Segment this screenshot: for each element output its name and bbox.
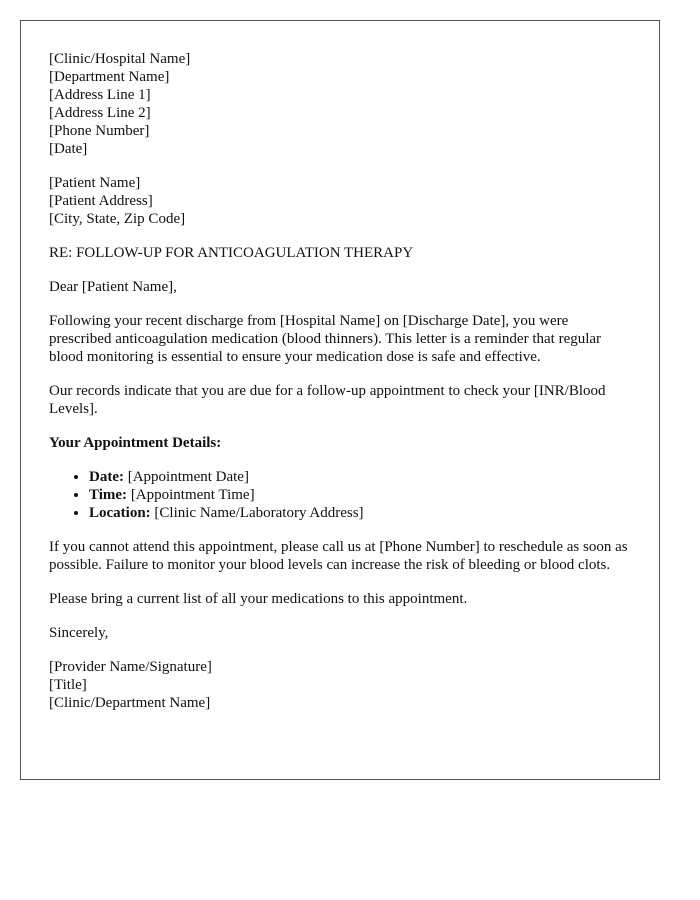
sender-department: [Department Name] — [49, 69, 170, 85]
sender-phone: [Phone Number] — [49, 123, 150, 139]
appointment-date-value: [Appointment Date] — [123, 469, 249, 485]
recipient-address-block — [49, 174, 631, 228]
appointment-date-item — [89, 468, 631, 486]
letter-subject: RE: FOLLOW-UP FOR ANTICOAGULATION THERAPY — [49, 245, 414, 261]
paragraph-discharge-reminder: Following your recent discharge from [Hospital Name] on [Discharge Date], you were prescribed anticoagulation medication (blood thinners). This letter is a reminder that regular blood monitoring is essential to ensure your medication dose is safe and effective. — [49, 313, 602, 365]
letter-closing: Sincerely, — [49, 625, 109, 641]
signature-provider: [Provider Name/Signature] — [49, 659, 212, 675]
signature-clinic: [Clinic/Department Name] — [49, 695, 211, 711]
appointment-details-heading: Your Appointment Details: — [49, 435, 222, 451]
recipient-address: [Patient Address] — [49, 193, 153, 209]
sender-address-line-1: [Address Line 1] — [49, 87, 151, 103]
appointment-details-list — [49, 468, 631, 522]
signature-title: [Title] — [49, 677, 87, 693]
sender-address-line-2: [Address Line 2] — [49, 105, 151, 121]
appointment-time-value: [Appointment Time] — [127, 487, 255, 503]
paragraph-reschedule-warning: If you cannot attend this appointment, please call us at [Phone Number] to reschedule as soon as possible. Failure to monitor your blood levels can increase the risk of bleeding or blood clots. — [49, 539, 628, 573]
sender-address-block — [49, 50, 631, 158]
appointment-time-item — [89, 486, 631, 504]
appointment-time-label: Time: — [89, 487, 128, 503]
letter-salutation: Dear [Patient Name], — [49, 279, 177, 295]
paragraph-bring-medications: Please bring a current list of all your medications to this appointment. — [49, 591, 468, 607]
appointment-location-label: Location: — [89, 505, 151, 521]
appointment-date-label: Date: — [89, 469, 124, 485]
recipient-city-state-zip: [City, State, Zip Code] — [49, 211, 186, 227]
letter-date: [Date] — [49, 141, 88, 157]
paragraph-follow-up-due: Our records indicate that you are due for a follow-up appointment to check your [INR/Blood Levels]. — [49, 383, 606, 417]
sender-clinic-name: [Clinic/Hospital Name] — [49, 51, 191, 67]
recipient-name: [Patient Name] — [49, 175, 141, 191]
appointment-location-value: [Clinic Name/Laboratory Address] — [150, 505, 364, 521]
signature-block — [49, 658, 631, 712]
appointment-location-item — [89, 504, 631, 522]
letter-page — [20, 20, 660, 780]
